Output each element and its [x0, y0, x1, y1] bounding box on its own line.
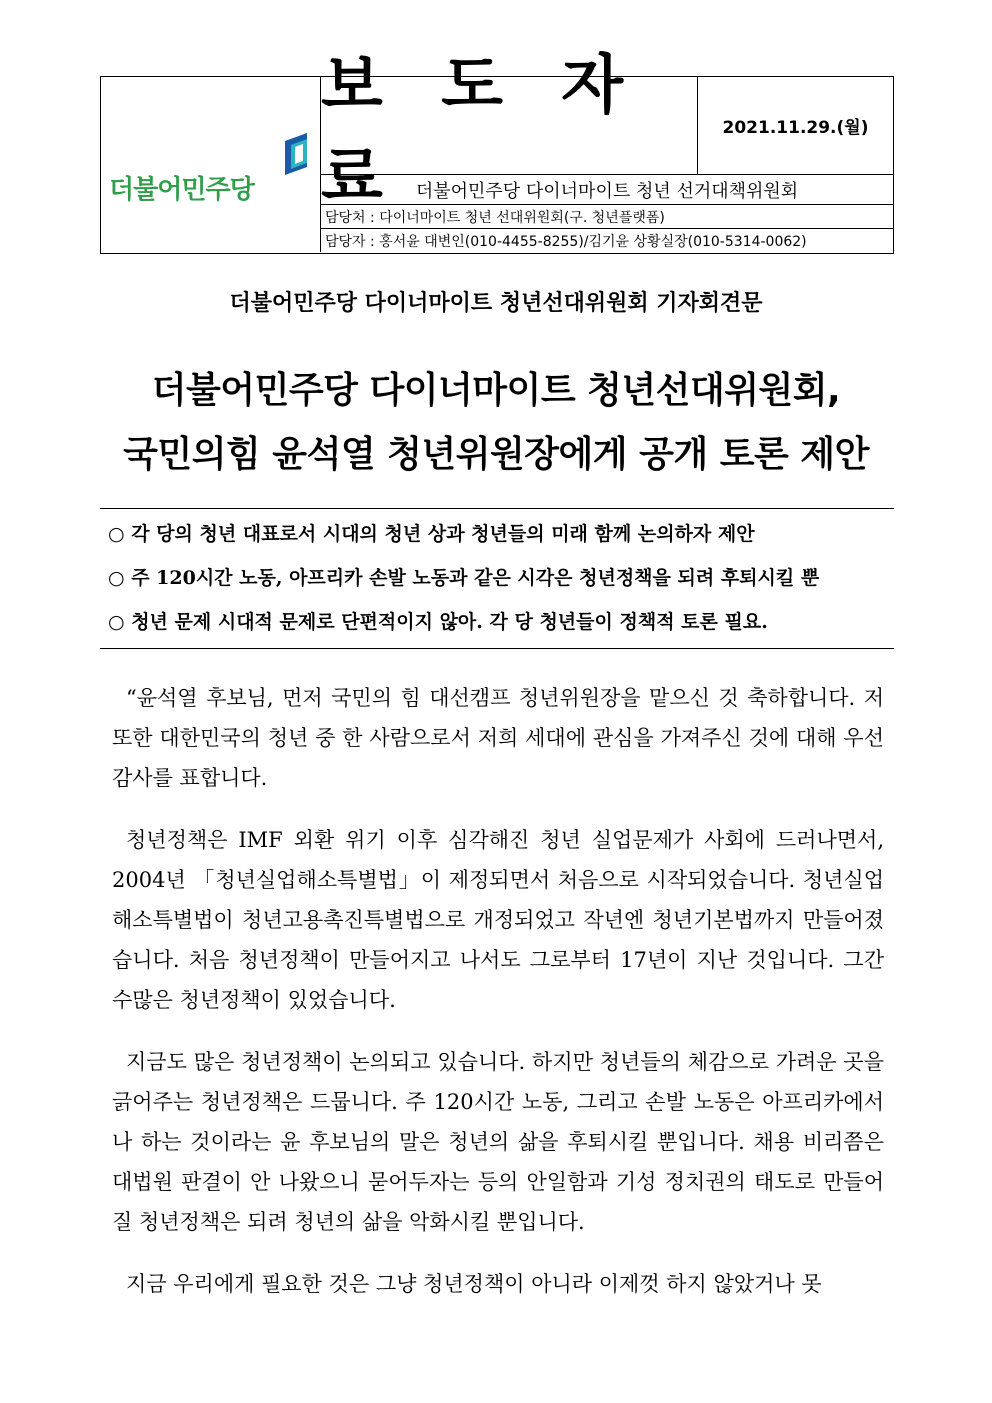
document-title: 보 도 자 료: [321, 48, 642, 215]
party-logo: [101, 77, 321, 252]
department-info: 담당처 : 다이너마이트 청년 선대위원회(구. 청년플랫폼): [321, 205, 893, 229]
release-date: 2021.11.29.(월): [698, 77, 893, 175]
party-logo-text: 더불어민주당: [109, 175, 254, 205]
body-paragraph: 지금도 많은 청년정책이 논의되고 있습니다. 하지만 청년들의 체감으로 가려운 곳을 긁어주는 청년정책은 드뭅니다. 주 120시간 노동, 그리고 손발 노동은 아프리카에서나 하는 것이라는 윤 후보님의 말은 청년의 삶을 후퇴시킬 뿐입니다. 채용 비리쯤은 대법원 판결이 안 나왔으니 묻어두자는 등의 안일함과 기성 정치권의 태도로 만들어질 청년정책은 되려 청년의 삶을 악화시킬 뿐입니다.: [112, 1050, 884, 1234]
contact-info: 담당자 : 홍서윤 대변인(010-4455-8255)/김기윤 상황실장(010-5314-0062): [325, 233, 807, 250]
body-paragraph: “윤석열 후보님, 먼저 국민의 힘 대선캠프 청년위원장을 맡으신 것 축하합니다. 저 또한 대한민국의 청년 중 한 사람으로서 저희 세대에 관심을 가져주신 것에 대해 우선 감사를 표합니다.: [112, 686, 884, 790]
summary-bullet: ○ 청년 문제 시대적 문제로 단편적이지 않아. 각 당 청년들이 정책적 토론 필요.: [108, 610, 768, 633]
party-logo-icon: [285, 133, 313, 175]
divider-top: [100, 508, 894, 509]
body-paragraph: 지금 우리에게 필요한 것은 그냥 청년정책이 아니라 이제껏 하지 않았거나 못: [126, 1272, 822, 1296]
article-body: [112, 678, 884, 1326]
headline-line-2: 국민의힘 윤석열 청년위원장에게 공개 토론 제안: [123, 434, 869, 475]
organization-name: 더불어민주당 다이너마이트 청년 선거대책위원회: [321, 175, 893, 205]
summary-bullet: ○ 각 당의 청년 대표로서 시대의 청년 상과 청년들의 미래 함께 논의하자 제안: [108, 522, 755, 545]
summary-bullet: ○ 주 120시간 노동, 아프리카 손발 노동과 같은 시각은 청년정책을 되려 후퇴시킬 뿐: [108, 566, 820, 589]
headline-line-1: 더불어민주당 다이너마이트 청년선대위원회,: [151, 370, 841, 411]
divider-bottom: [100, 648, 894, 649]
press-release-header: [100, 48, 894, 254]
summary-bullets: [108, 510, 888, 642]
subheading: 더불어민주당 다이너마이트 청년선대위원회 기자회견문: [229, 291, 763, 316]
body-paragraph: 청년정책은 IMF 외환 위기 이후 심각해진 청년 실업문제가 사회에 드러나면서, 2004년 「청년실업해소특별법」이 제정되면서 처음으로 시작되었습니다. 청년실업해소특별법이 청년고용촉진특별법으로 개정되었고 작년엔 청년기본법까지 만들어졌습니다. 처음 청년정책이 만들어지고 나서도 그로부터 17년이 지난 것입니다. 그간 수많은 청년정책이 있었습니다.: [112, 828, 884, 1012]
